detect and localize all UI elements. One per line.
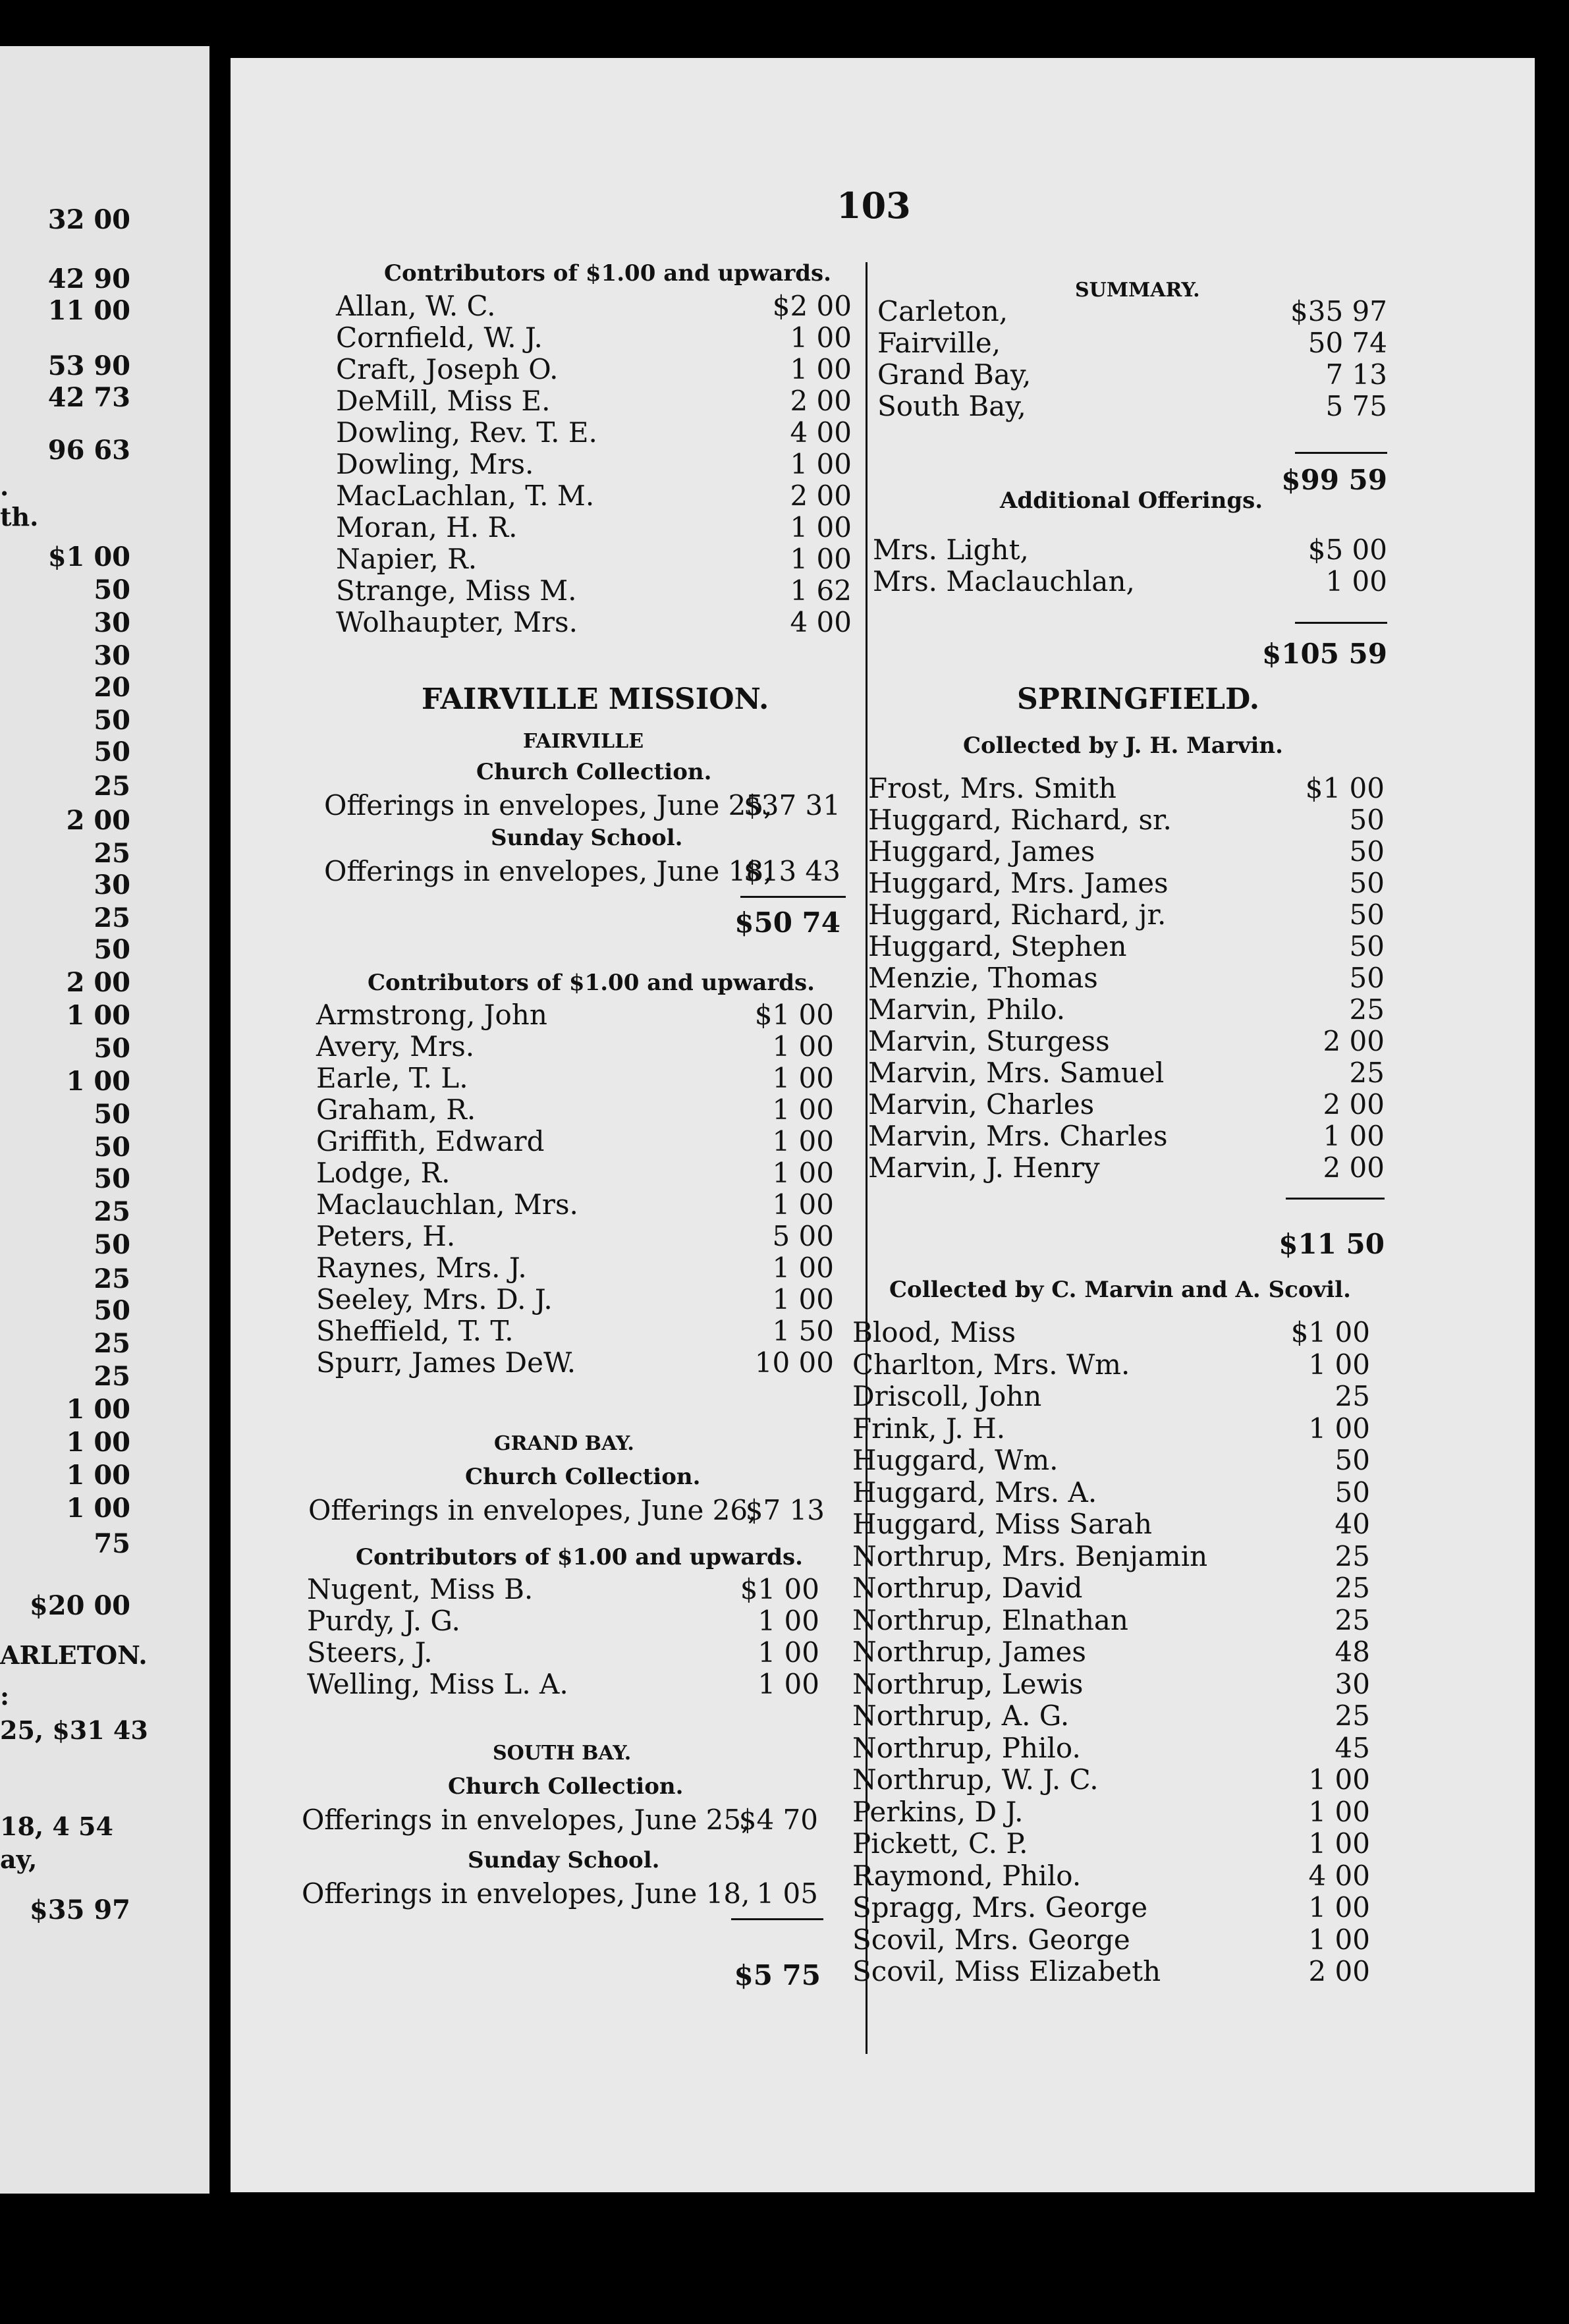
entry-amount: 25 xyxy=(1349,993,1385,1026)
entry-name: Huggard, Stephen xyxy=(868,930,1127,962)
entry-name: Marvin, Mrs. Samuel xyxy=(868,1057,1165,1089)
entry-amount: 1 00 xyxy=(772,1030,834,1063)
entry-name: Frink, J. H. xyxy=(852,1412,1006,1445)
entry-amount: 1 00 xyxy=(772,1062,834,1094)
grand-total: $105 59 xyxy=(1262,638,1387,670)
entry-name: Welling, Miss L. A. xyxy=(307,1668,568,1700)
left-page-text: 50 xyxy=(94,1132,130,1163)
entry-name: Raynes, Mrs. J. xyxy=(316,1252,527,1284)
left-page-text: 50 xyxy=(94,736,130,767)
entry-name: Perkins, D J. xyxy=(852,1795,1024,1828)
left-page-text: 1 00 xyxy=(66,1394,130,1425)
left-page-text: 32 00 xyxy=(47,204,130,235)
left-page-text: 25 xyxy=(94,1328,130,1359)
left-page-text: 25 xyxy=(94,902,130,933)
left-page-text: 2 00 xyxy=(66,805,130,836)
left-page-text: 50 xyxy=(94,1295,130,1326)
entry-amount: 1 00 xyxy=(790,353,852,385)
left-page-text: 25 xyxy=(94,1263,130,1294)
left-page-text: 1 00 xyxy=(66,1000,130,1031)
entry-amount: 2 00 xyxy=(1323,1088,1385,1120)
left-page-text: ay, xyxy=(0,1844,38,1874)
entry-name: Huggard, James xyxy=(868,835,1095,868)
entry-amount: 5 00 xyxy=(772,1220,834,1252)
section-heading: SUMMARY. xyxy=(1075,279,1200,302)
left-page-text: $35 97 xyxy=(29,1895,130,1925)
summary-name: Fairville, xyxy=(877,327,1001,359)
entry-amount: 50 xyxy=(1335,1476,1370,1508)
entry-name: Spurr, James DeW. xyxy=(316,1346,576,1379)
entry-name: Lodge, R. xyxy=(316,1157,451,1189)
page-number: 103 xyxy=(837,184,911,227)
entry-amount: 1 00 xyxy=(772,1157,834,1189)
entry-amount: 25 xyxy=(1335,1572,1370,1604)
left-page-text: 50 xyxy=(94,574,130,605)
left-page-text: 42 73 xyxy=(47,382,130,413)
left-page-text: 50 xyxy=(94,705,130,736)
entry-amount: 1 00 xyxy=(772,1093,834,1126)
left-page-text: 1 00 xyxy=(66,1460,130,1491)
entry-amount: 1 00 xyxy=(772,1283,834,1315)
entry-amount: 1 00 xyxy=(772,1125,834,1157)
entry-name: Northrup, Philo. xyxy=(852,1731,1081,1764)
entry-amount: 1 00 xyxy=(772,1252,834,1284)
summary-amount: 7 13 xyxy=(1325,358,1387,391)
left-page-text: 50 xyxy=(94,934,130,965)
entry-amount: 50 xyxy=(1349,804,1385,836)
entry-name: Huggard, Richard, sr. xyxy=(868,804,1172,836)
entry-amount: 1 00 xyxy=(1308,1923,1370,1956)
entry-amount: 25 xyxy=(1335,1603,1370,1636)
summary-name: Carleton, xyxy=(877,295,1008,327)
subsection-title: GRAND BAY. xyxy=(494,1432,634,1455)
left-page-text: th. xyxy=(0,502,39,532)
total-amount: $50 74 xyxy=(734,906,840,939)
entry-amount: 1 00 xyxy=(790,511,852,543)
entry-name: Craft, Joseph O. xyxy=(336,353,559,385)
entry-amount: 50 xyxy=(1349,962,1385,994)
entry-amount: 1 00 xyxy=(1308,1891,1370,1923)
entry-name: Northrup, Mrs. Benjamin xyxy=(852,1539,1208,1572)
entry-amount: $1 00 xyxy=(1290,1316,1370,1348)
summary-name: Grand Bay, xyxy=(877,358,1032,391)
entry-amount: 1 00 xyxy=(1323,1120,1385,1152)
entry-amount: 1 00 xyxy=(790,321,852,354)
left-page-text: 30 xyxy=(94,870,130,900)
total-amount: $5 75 xyxy=(734,1959,821,1991)
summary-name: South Bay, xyxy=(877,390,1026,422)
entry-amount: $1 00 xyxy=(740,1573,819,1605)
entry-name: Napier, R. xyxy=(336,543,478,575)
entry-name: Armstrong, John xyxy=(316,999,547,1031)
left-page-text: 1 00 xyxy=(66,1427,130,1458)
left-page-text: 25 xyxy=(94,771,130,802)
entry-amount: 2 00 xyxy=(790,480,852,512)
entry-name: Huggard, Richard, jr. xyxy=(868,899,1167,931)
entry-name: Northrup, W. J. C. xyxy=(852,1763,1099,1796)
left-page-text: 25, $31 43 xyxy=(0,1715,148,1745)
entry-name: Strange, Miss M. xyxy=(336,574,577,607)
entry-amount: 1 00 xyxy=(1308,1763,1370,1796)
offering-amount: 1 05 xyxy=(756,1877,818,1910)
left-page-text: : xyxy=(0,1681,10,1711)
offering-amount: $13 43 xyxy=(744,855,840,887)
entry-name: DeMill, Miss E. xyxy=(336,385,551,417)
left-page-text: 20 xyxy=(94,672,130,703)
entry-name: Scovil, Mrs. George xyxy=(852,1923,1130,1956)
offering-line: Offerings in envelopes, June 25, xyxy=(324,789,773,821)
entry-amount: 25 xyxy=(1335,1700,1370,1732)
left-page-text: 11 00 xyxy=(47,295,130,326)
entry-name: Marvin, Philo. xyxy=(868,993,1066,1026)
entry-name: Scovil, Miss Elizabeth xyxy=(852,1955,1161,1987)
left-page-text: 18, 4 54 xyxy=(0,1812,113,1841)
entry-amount: $5 00 xyxy=(1308,534,1387,566)
entry-amount: 2 00 xyxy=(1308,1955,1370,1987)
entry-name: Northrup, Lewis xyxy=(852,1667,1084,1700)
entry-name: Huggard, Miss Sarah xyxy=(852,1508,1153,1540)
entry-amount: 1 00 xyxy=(772,1188,834,1221)
entry-name: Earle, T. L. xyxy=(316,1062,468,1094)
offering-line: Offerings in envelopes, June 18, xyxy=(324,855,773,887)
summary-amount: 50 74 xyxy=(1308,327,1387,359)
left-page-text: 50 xyxy=(94,1163,130,1194)
entry-name: Pickett, C. P. xyxy=(852,1827,1028,1860)
entry-amount: 1 00 xyxy=(1308,1412,1370,1445)
subsection-title: Church Collection. xyxy=(448,1773,684,1800)
entry-amount: 30 xyxy=(1335,1667,1370,1700)
section-heading: Additional Offerings. xyxy=(1000,487,1263,514)
summary-total: $99 59 xyxy=(1281,464,1387,496)
left-page-text: . xyxy=(0,472,9,501)
offering-line: Offerings in envelopes, June 26, xyxy=(308,1494,757,1526)
entry-amount: 1 00 xyxy=(790,448,852,480)
entry-name: Peters, H. xyxy=(316,1220,456,1252)
entry-amount: $1 00 xyxy=(754,999,834,1031)
offering-amount: $4 70 xyxy=(738,1804,818,1836)
entry-name: Northrup, James xyxy=(852,1636,1086,1668)
summary-amount: 5 75 xyxy=(1325,390,1387,422)
entry-amount: 1 00 xyxy=(1308,1795,1370,1828)
entry-amount: 50 xyxy=(1349,930,1385,962)
entry-name: Purdy, J. G. xyxy=(307,1605,460,1637)
entry-amount: 10 00 xyxy=(754,1346,834,1379)
left-page-text: 25 xyxy=(94,1196,130,1227)
left-page-text: 96 63 xyxy=(47,435,130,466)
entry-name: Northrup, David xyxy=(852,1572,1083,1604)
entry-name: Marvin, Charles xyxy=(868,1088,1095,1120)
entry-name: Northrup, A. G. xyxy=(852,1700,1070,1732)
entry-name: Griffith, Edward xyxy=(316,1125,545,1157)
entry-amount: 4 00 xyxy=(790,416,852,449)
entry-amount: 2 00 xyxy=(1323,1025,1385,1057)
subsection-title: SOUTH BAY. xyxy=(493,1742,632,1765)
entry-name: Huggard, Wm. xyxy=(852,1444,1059,1476)
entry-amount: 2 00 xyxy=(1323,1151,1385,1184)
entry-name: Charlton, Mrs. Wm. xyxy=(852,1348,1130,1381)
entry-name: Graham, R. xyxy=(316,1093,476,1126)
left-page-text: 1 00 xyxy=(66,1066,130,1097)
left-page-text: $20 00 xyxy=(29,1590,130,1621)
summary-amount: $35 97 xyxy=(1290,295,1387,327)
document-page xyxy=(231,58,1535,2192)
entry-amount: 50 xyxy=(1349,899,1385,931)
total-amount: $11 50 xyxy=(1279,1228,1385,1260)
entry-amount: 50 xyxy=(1349,867,1385,899)
section-heading: Contributors of $1.00 and upwards. xyxy=(356,1544,804,1570)
section-heading: Collected by J. H. Marvin. xyxy=(963,733,1283,759)
entry-amount: 1 00 xyxy=(1308,1348,1370,1381)
entry-amount: 25 xyxy=(1349,1057,1385,1089)
left-page-text: ARLETON. xyxy=(0,1640,148,1670)
subsection-title: Sunday School. xyxy=(491,825,683,851)
entry-amount: $2 00 xyxy=(772,290,852,322)
entry-name: Marvin, Sturgess xyxy=(868,1025,1110,1057)
left-page-text: 50 xyxy=(94,1033,130,1064)
left-page-text: 42 90 xyxy=(47,263,130,294)
subsection-title: Church Collection. xyxy=(476,759,712,785)
left-page-fragment xyxy=(0,46,209,2194)
left-page-text: 25 xyxy=(94,838,130,869)
entry-name: Huggard, Mrs. A. xyxy=(852,1476,1097,1508)
section-title: SPRINGFIELD. xyxy=(1017,682,1260,716)
left-page-text: 1 00 xyxy=(66,1493,130,1524)
left-page-text: 50 xyxy=(94,1099,130,1130)
entry-amount: 1 00 xyxy=(757,1605,819,1637)
entry-name: Marvin, J. Henry xyxy=(868,1151,1100,1184)
total-rule xyxy=(740,896,846,898)
entry-amount: 1 62 xyxy=(790,574,852,607)
entry-amount: 1 00 xyxy=(1325,565,1387,597)
entry-name: Wolhaupter, Mrs. xyxy=(336,606,578,638)
entry-amount: 1 00 xyxy=(757,1668,819,1700)
offering-amount: $37 31 xyxy=(744,789,840,821)
offering-line: Offerings in envelopes, June 18, xyxy=(302,1877,750,1910)
total-rule xyxy=(1295,622,1387,624)
entry-name: Mrs. Maclauchlan, xyxy=(873,565,1135,597)
entry-amount: 48 xyxy=(1335,1636,1370,1668)
section-heading: Collected by C. Marvin and A. Scovil. xyxy=(889,1277,1351,1303)
entry-amount: $1 00 xyxy=(1305,772,1385,804)
entry-name: Marvin, Mrs. Charles xyxy=(868,1120,1168,1152)
entry-name: Avery, Mrs. xyxy=(316,1030,475,1063)
entry-name: Driscoll, John xyxy=(852,1380,1042,1412)
section-heading: Contributors of $1.00 and upwards. xyxy=(384,260,832,287)
entry-name: Frost, Mrs. Smith xyxy=(868,772,1116,804)
left-page-text: 25 xyxy=(94,1361,130,1392)
entry-amount: 45 xyxy=(1335,1731,1370,1764)
entry-name: Mrs. Light, xyxy=(873,534,1029,566)
entry-amount: 25 xyxy=(1335,1380,1370,1412)
entry-name: Spragg, Mrs. George xyxy=(852,1891,1148,1923)
entry-amount: 25 xyxy=(1335,1539,1370,1572)
entry-name: Seeley, Mrs. D. J. xyxy=(316,1283,553,1315)
entry-name: Raymond, Philo. xyxy=(852,1859,1082,1892)
entry-name: Huggard, Mrs. James xyxy=(868,867,1169,899)
entry-amount: 1 50 xyxy=(772,1315,834,1347)
entry-name: Maclauchlan, Mrs. xyxy=(316,1188,578,1221)
subsection-title: Sunday School. xyxy=(468,1847,660,1873)
entry-amount: 1 00 xyxy=(1308,1827,1370,1860)
entry-amount: 50 xyxy=(1335,1444,1370,1476)
entry-name: Northrup, Elnathan xyxy=(852,1603,1128,1636)
total-rule xyxy=(1286,1198,1385,1200)
entry-name: Menzie, Thomas xyxy=(868,962,1098,994)
entry-name: Steers, J. xyxy=(307,1636,433,1669)
entry-amount: 2 00 xyxy=(790,385,852,417)
subsection-title: FAIRVILLE xyxy=(523,730,644,753)
entry-name: Moran, H. R. xyxy=(336,511,518,543)
section-title: FAIRVILLE MISSION. xyxy=(422,682,769,716)
section-heading: Contributors of $1.00 and upwards. xyxy=(368,970,815,996)
entry-name: MacLachlan, T. M. xyxy=(336,480,595,512)
entry-amount: 1 00 xyxy=(757,1636,819,1669)
total-rule xyxy=(1295,452,1387,454)
left-page-text: 30 xyxy=(94,640,130,671)
entry-name: Allan, W. C. xyxy=(336,290,496,322)
subsection-title: Church Collection. xyxy=(465,1464,701,1490)
offering-line: Offerings in envelopes, June 25, xyxy=(302,1804,750,1836)
entry-amount: 4 00 xyxy=(790,606,852,638)
left-page-text: $1 00 xyxy=(47,541,130,572)
entry-amount: 40 xyxy=(1335,1508,1370,1540)
entry-name: Dowling, Rev. T. E. xyxy=(336,416,597,449)
offering-amount: $7 13 xyxy=(745,1494,825,1526)
entry-name: Nugent, Miss B. xyxy=(307,1573,534,1605)
entry-name: Cornfield, W. J. xyxy=(336,321,543,354)
total-rule xyxy=(731,1918,823,1920)
entry-amount: 50 xyxy=(1349,835,1385,868)
left-page-text: 2 00 xyxy=(66,967,130,998)
left-page-text: 30 xyxy=(94,607,130,638)
left-page-text: 53 90 xyxy=(47,350,130,381)
entry-name: Dowling, Mrs. xyxy=(336,448,534,480)
left-page-text: 50 xyxy=(94,1229,130,1260)
entry-name: Blood, Miss xyxy=(852,1316,1016,1348)
entry-amount: 4 00 xyxy=(1308,1859,1370,1892)
entry-amount: 1 00 xyxy=(790,543,852,575)
left-page-text: 75 xyxy=(94,1528,130,1559)
entry-name: Sheffield, T. T. xyxy=(316,1315,514,1347)
